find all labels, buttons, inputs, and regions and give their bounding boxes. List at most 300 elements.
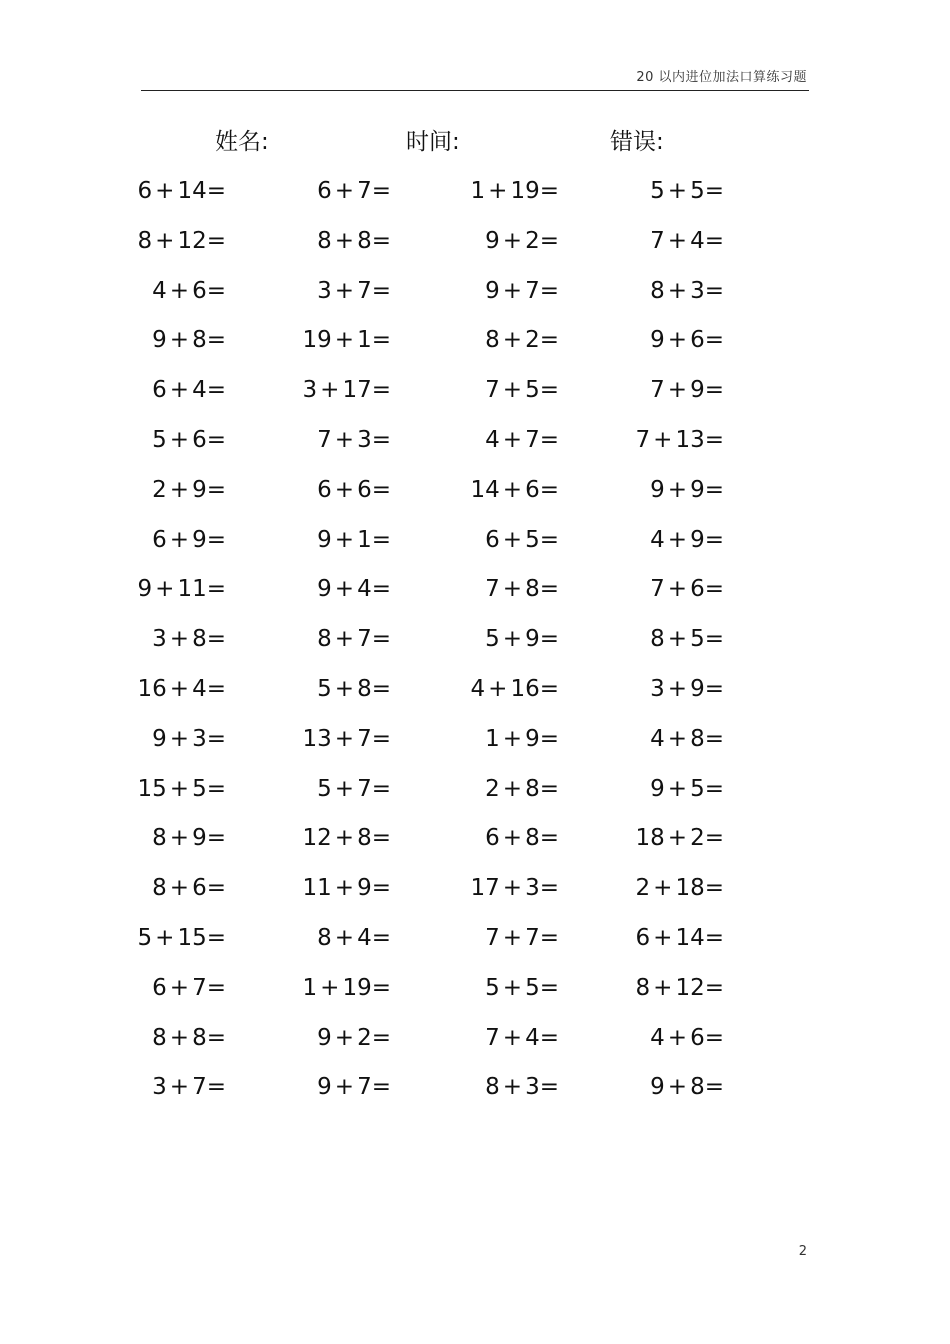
- plus-sign: +: [169, 426, 190, 453]
- addition-problem: [115, 571, 226, 607]
- addition-problem: [447, 671, 559, 707]
- page-header: [141, 64, 809, 91]
- plus-sign: +: [488, 675, 508, 702]
- plus-sign: +: [667, 626, 688, 653]
- equals-sign: =: [371, 426, 391, 453]
- addition-problem: [115, 522, 226, 558]
- addend-a: 7: [635, 426, 651, 453]
- addition-problem: [115, 621, 226, 657]
- addition-problem: [611, 771, 724, 807]
- addition-problem: [115, 223, 226, 259]
- addend-a: 8: [317, 924, 332, 951]
- problem-row: [0, 522, 950, 572]
- addend-a: 9: [317, 526, 332, 553]
- addend-a: 9: [152, 327, 167, 354]
- addend-a: 9: [485, 227, 500, 254]
- addend-b: 9: [690, 377, 705, 404]
- addition-problem: [447, 522, 559, 558]
- addition-problem: [281, 273, 391, 309]
- equals-sign: =: [206, 1024, 226, 1051]
- plus-sign: +: [653, 875, 673, 902]
- plus-sign: +: [169, 526, 190, 553]
- plus-sign: +: [502, 476, 523, 503]
- addend-a: 5: [317, 675, 332, 702]
- plus-sign: +: [667, 277, 688, 304]
- addend-b: 13: [675, 426, 705, 453]
- addend-b: 6: [690, 1024, 705, 1051]
- problem-row: [0, 671, 950, 721]
- addend-b: 7: [357, 626, 372, 653]
- addition-problem: [281, 322, 391, 358]
- equals-sign: =: [704, 775, 724, 802]
- addend-b: 18: [675, 875, 705, 902]
- plus-sign: +: [334, 476, 355, 503]
- addend-a: 7: [485, 1024, 500, 1051]
- plus-sign: +: [653, 974, 673, 1001]
- equals-sign: =: [704, 675, 724, 702]
- addend-b: 6: [192, 426, 207, 453]
- equals-sign: =: [371, 277, 391, 304]
- addend-b: 3: [357, 426, 372, 453]
- addend-a: 6: [152, 526, 167, 553]
- addition-problem: [115, 721, 226, 757]
- equals-sign: =: [206, 1074, 226, 1101]
- page-number: 2: [798, 1244, 807, 1259]
- plus-sign: +: [169, 626, 190, 653]
- plus-sign: +: [667, 675, 688, 702]
- addition-problem: [611, 621, 724, 657]
- addition-problem: [281, 472, 391, 508]
- addend-a: 5: [485, 974, 500, 1001]
- plus-sign: +: [334, 1024, 355, 1051]
- equals-sign: =: [704, 377, 724, 404]
- addend-b: 5: [690, 626, 705, 653]
- addition-problem: [281, 671, 391, 707]
- addend-a: 11: [302, 875, 332, 902]
- addend-a: 7: [485, 377, 500, 404]
- equals-sign: =: [539, 576, 559, 603]
- equals-sign: =: [539, 725, 559, 752]
- equals-sign: =: [539, 327, 559, 354]
- plus-sign: +: [488, 178, 508, 204]
- addend-a: 4: [650, 526, 665, 553]
- equals-sign: =: [704, 974, 724, 1001]
- addend-a: 3: [152, 1074, 167, 1101]
- equals-sign: =: [371, 327, 391, 354]
- addend-a: 9: [650, 476, 665, 503]
- addition-problem: [115, 970, 226, 1006]
- addend-a: 3: [302, 377, 318, 404]
- plus-sign: +: [334, 875, 355, 902]
- addition-problem: [281, 920, 391, 956]
- equals-sign: =: [206, 626, 226, 653]
- equals-sign: =: [371, 377, 391, 404]
- addend-a: 8: [650, 277, 665, 304]
- equals-sign: =: [539, 875, 559, 902]
- addition-problem: [447, 223, 559, 259]
- plus-sign: +: [169, 277, 190, 304]
- addend-a: 6: [152, 974, 167, 1001]
- plus-sign: +: [169, 775, 190, 802]
- addition-problem: [447, 273, 559, 309]
- problem-row: [0, 820, 950, 870]
- addition-problem: [447, 970, 559, 1006]
- addend-b: 5: [525, 974, 540, 1001]
- plus-sign: +: [667, 526, 688, 553]
- addend-a: 2: [152, 476, 167, 503]
- addend-b: 6: [690, 576, 705, 603]
- equals-sign: =: [539, 1074, 559, 1101]
- plus-sign: +: [320, 377, 340, 404]
- plus-sign: +: [667, 725, 688, 752]
- addend-a: 13: [302, 725, 332, 752]
- addend-a: 8: [152, 875, 167, 902]
- addend-b: 4: [525, 1024, 540, 1051]
- addition-problem: [447, 1020, 559, 1056]
- plus-sign: +: [502, 725, 523, 752]
- problem-row: [0, 1069, 950, 1119]
- student-info-row: [0, 124, 950, 160]
- plus-sign: +: [155, 924, 175, 951]
- equals-sign: =: [539, 775, 559, 802]
- addend-b: 7: [192, 974, 207, 1001]
- addition-problem: [281, 820, 391, 856]
- plus-sign: +: [334, 178, 355, 204]
- problem-grid: [0, 173, 950, 1119]
- addend-a: 15: [137, 775, 167, 802]
- addition-problem: [611, 970, 724, 1006]
- addition-problem: [611, 870, 724, 906]
- addend-b: 9: [192, 476, 207, 503]
- addition-problem: [447, 621, 559, 657]
- addend-b: 2: [357, 1024, 372, 1051]
- addition-problem: [281, 522, 391, 558]
- plus-sign: +: [667, 825, 688, 852]
- addend-b: 9: [690, 526, 705, 553]
- equals-sign: =: [371, 875, 391, 902]
- error-label: 错误:: [610, 129, 664, 155]
- addend-b: 15: [177, 924, 207, 951]
- addend-b: 1: [357, 526, 372, 553]
- equals-sign: =: [206, 825, 226, 852]
- addend-a: 8: [152, 1024, 167, 1051]
- equals-sign: =: [539, 277, 559, 304]
- addend-b: 7: [357, 178, 372, 204]
- addition-problem: [447, 1069, 559, 1105]
- equals-sign: =: [371, 725, 391, 752]
- addend-a: 6: [317, 476, 332, 503]
- addition-problem: [447, 422, 559, 458]
- addend-a: 16: [137, 675, 167, 702]
- plus-sign: +: [667, 1024, 688, 1051]
- plus-sign: +: [334, 426, 355, 453]
- addend-b: 9: [192, 825, 207, 852]
- plus-sign: +: [502, 277, 523, 304]
- addend-b: 7: [357, 277, 372, 304]
- addend-a: 9: [650, 1074, 665, 1101]
- addend-b: 11: [177, 576, 207, 603]
- equals-sign: =: [704, 327, 724, 354]
- problem-row: [0, 870, 950, 920]
- addend-b: 8: [690, 1074, 705, 1101]
- plus-sign: +: [502, 775, 523, 802]
- equals-sign: =: [371, 626, 391, 653]
- addend-b: 4: [357, 576, 372, 603]
- equals-sign: =: [704, 476, 724, 503]
- plus-sign: +: [502, 377, 523, 404]
- addend-b: 3: [192, 725, 207, 752]
- addend-b: 9: [525, 626, 540, 653]
- addend-b: 7: [357, 775, 372, 802]
- equals-sign: =: [371, 476, 391, 503]
- addition-problem: [611, 920, 724, 956]
- equals-sign: =: [539, 1024, 559, 1051]
- equals-sign: =: [704, 227, 724, 254]
- addend-a: 9: [137, 576, 153, 603]
- addend-b: 7: [192, 1074, 207, 1101]
- addend-a: 7: [485, 924, 500, 951]
- addition-problem: [611, 1020, 724, 1056]
- equals-sign: =: [704, 178, 724, 204]
- addend-b: 6: [690, 327, 705, 354]
- addend-b: 9: [525, 725, 540, 752]
- addition-problem: [115, 1069, 226, 1105]
- addend-a: 8: [137, 227, 153, 254]
- addition-problem: [115, 273, 226, 309]
- equals-sign: =: [539, 526, 559, 553]
- equals-sign: =: [704, 825, 724, 852]
- addend-a: 4: [650, 1024, 665, 1051]
- equals-sign: =: [371, 825, 391, 852]
- addend-a: 5: [485, 626, 500, 653]
- addition-problem: [447, 721, 559, 757]
- addend-a: 8: [485, 1074, 500, 1101]
- addend-b: 3: [525, 875, 540, 902]
- plus-sign: +: [667, 775, 688, 802]
- addend-a: 5: [152, 426, 167, 453]
- addition-problem: [115, 920, 226, 956]
- problem-row: [0, 571, 950, 621]
- addend-a: 3: [650, 675, 665, 702]
- equals-sign: =: [704, 277, 724, 304]
- plus-sign: +: [502, 875, 523, 902]
- plus-sign: +: [334, 227, 355, 254]
- addition-problem: [281, 1069, 391, 1105]
- plus-sign: +: [667, 178, 688, 204]
- problem-row: [0, 372, 950, 422]
- plus-sign: +: [334, 725, 355, 752]
- addend-b: 9: [192, 526, 207, 553]
- addition-problem: [115, 173, 226, 209]
- addition-problem: [281, 173, 391, 209]
- addend-a: 2: [485, 775, 500, 802]
- addition-problem: [115, 870, 226, 906]
- equals-sign: =: [206, 227, 226, 254]
- equals-sign: =: [206, 924, 226, 951]
- problem-row: [0, 223, 950, 273]
- addend-a: 8: [650, 626, 665, 653]
- problem-row: [0, 970, 950, 1020]
- equals-sign: =: [704, 576, 724, 603]
- addition-problem: [281, 771, 391, 807]
- addend-a: 4: [650, 725, 665, 752]
- equals-sign: =: [371, 526, 391, 553]
- addend-b: 6: [357, 476, 372, 503]
- addend-a: 4: [152, 277, 167, 304]
- addend-a: 9: [650, 775, 665, 802]
- plus-sign: +: [334, 277, 355, 304]
- addition-problem: [447, 322, 559, 358]
- plus-sign: +: [667, 327, 688, 354]
- plus-sign: +: [334, 924, 355, 951]
- time-label: 时间:: [406, 129, 460, 155]
- addition-problem: [611, 671, 724, 707]
- plus-sign: +: [502, 526, 523, 553]
- plus-sign: +: [169, 875, 190, 902]
- problem-row: [0, 422, 950, 472]
- plus-sign: +: [502, 327, 523, 354]
- equals-sign: =: [539, 178, 559, 204]
- addend-a: 3: [152, 626, 167, 653]
- plus-sign: +: [169, 825, 190, 852]
- equals-sign: =: [206, 675, 226, 702]
- plus-sign: +: [169, 327, 190, 354]
- addend-a: 7: [650, 377, 665, 404]
- addend-b: 8: [192, 1024, 207, 1051]
- plus-sign: +: [502, 924, 523, 951]
- equals-sign: =: [371, 1024, 391, 1051]
- equals-sign: =: [371, 924, 391, 951]
- addend-b: 8: [192, 626, 207, 653]
- plus-sign: +: [334, 675, 355, 702]
- addend-b: 5: [690, 178, 705, 204]
- problem-row: [0, 771, 950, 821]
- addend-b: 7: [525, 277, 540, 304]
- plus-sign: +: [169, 476, 190, 503]
- plus-sign: +: [502, 576, 523, 603]
- equals-sign: =: [539, 626, 559, 653]
- addend-b: 5: [525, 526, 540, 553]
- header-title: 20 以内进位加法口算练习题: [636, 70, 807, 85]
- equals-sign: =: [371, 1074, 391, 1101]
- equals-sign: =: [704, 526, 724, 553]
- addition-problem: [115, 422, 226, 458]
- addend-b: 8: [357, 675, 372, 702]
- plus-sign: +: [320, 974, 340, 1001]
- plus-sign: +: [502, 426, 523, 453]
- addend-a: 6: [485, 825, 500, 852]
- plus-sign: +: [502, 1024, 523, 1051]
- addend-b: 8: [357, 825, 372, 852]
- addition-problem: [611, 522, 724, 558]
- addend-a: 1: [302, 974, 318, 1001]
- addend-b: 8: [525, 825, 540, 852]
- equals-sign: =: [206, 377, 226, 404]
- equals-sign: =: [539, 476, 559, 503]
- plus-sign: +: [169, 1074, 190, 1101]
- addend-b: 9: [690, 476, 705, 503]
- addend-a: 6: [152, 377, 167, 404]
- addend-b: 16: [510, 675, 540, 702]
- addition-problem: [447, 920, 559, 956]
- addend-a: 5: [650, 178, 665, 204]
- plus-sign: +: [169, 974, 190, 1001]
- addend-b: 9: [690, 675, 705, 702]
- addend-a: 8: [485, 327, 500, 354]
- addend-a: 3: [317, 277, 332, 304]
- equals-sign: =: [206, 725, 226, 752]
- problem-row: [0, 920, 950, 970]
- addend-a: 9: [485, 277, 500, 304]
- equals-sign: =: [206, 526, 226, 553]
- addend-a: 6: [137, 178, 153, 204]
- addition-problem: [281, 571, 391, 607]
- equals-sign: =: [371, 775, 391, 802]
- addend-a: 18: [635, 825, 665, 852]
- equals-sign: =: [704, 426, 724, 453]
- addition-problem: [611, 372, 724, 408]
- addition-problem: [611, 1069, 724, 1105]
- plus-sign: +: [667, 476, 688, 503]
- problem-row: [0, 322, 950, 372]
- addend-b: 1: [357, 327, 372, 354]
- addition-problem: [447, 173, 559, 209]
- addend-a: 2: [635, 875, 651, 902]
- plus-sign: +: [653, 924, 673, 951]
- addend-b: 14: [675, 924, 705, 951]
- addend-b: 7: [525, 924, 540, 951]
- addend-a: 7: [650, 227, 665, 254]
- addend-b: 2: [525, 227, 540, 254]
- plus-sign: +: [334, 775, 355, 802]
- equals-sign: =: [371, 675, 391, 702]
- addition-problem: [281, 621, 391, 657]
- plus-sign: +: [502, 1074, 523, 1101]
- addition-problem: [281, 721, 391, 757]
- equals-sign: =: [371, 974, 391, 1001]
- addition-problem: [611, 721, 724, 757]
- addend-b: 14: [177, 178, 207, 204]
- addition-problem: [281, 372, 391, 408]
- equals-sign: =: [371, 178, 391, 204]
- addition-problem: [447, 771, 559, 807]
- addition-problem: [447, 870, 559, 906]
- plus-sign: +: [155, 576, 175, 603]
- addition-problem: [115, 372, 226, 408]
- equals-sign: =: [704, 1074, 724, 1101]
- addend-b: 8: [357, 227, 372, 254]
- plus-sign: +: [653, 426, 673, 453]
- addend-b: 17: [342, 377, 372, 404]
- equals-sign: =: [704, 924, 724, 951]
- addend-a: 6: [635, 924, 651, 951]
- addition-problem: [611, 273, 724, 309]
- equals-sign: =: [371, 576, 391, 603]
- equals-sign: =: [539, 675, 559, 702]
- addend-b: 3: [525, 1074, 540, 1101]
- addend-a: 19: [302, 327, 332, 354]
- equals-sign: =: [539, 825, 559, 852]
- problem-row: [0, 273, 950, 323]
- equals-sign: =: [206, 576, 226, 603]
- equals-sign: =: [206, 178, 226, 204]
- plus-sign: +: [502, 974, 523, 1001]
- plus-sign: +: [502, 626, 523, 653]
- addition-problem: [281, 422, 391, 458]
- addend-a: 5: [317, 775, 332, 802]
- equals-sign: =: [704, 626, 724, 653]
- addend-b: 7: [357, 725, 372, 752]
